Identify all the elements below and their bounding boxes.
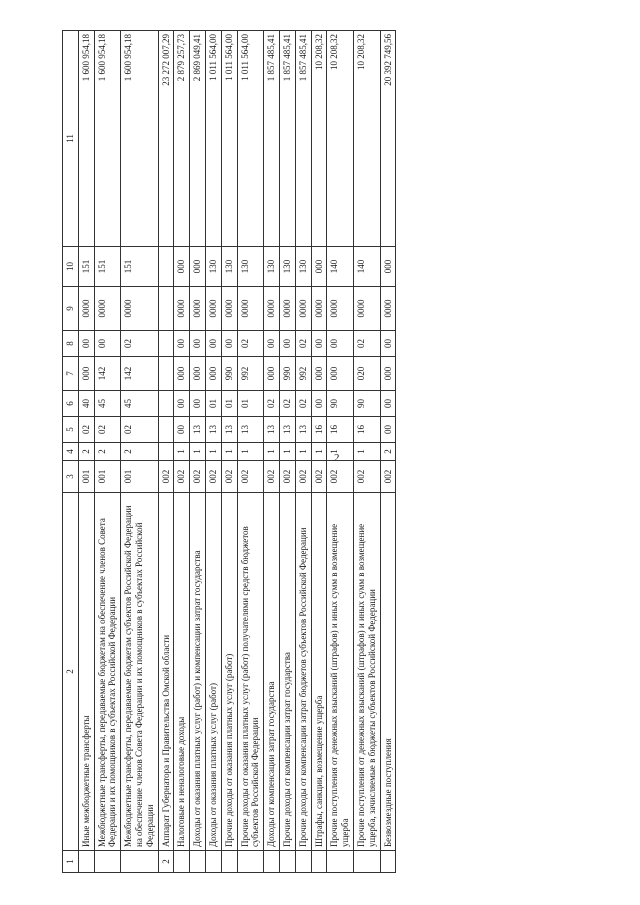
- code-cell: 00: [174, 417, 190, 443]
- code-cell: 00: [311, 331, 327, 357]
- table-row: [174, 31, 190, 873]
- code-cell: 130: [221, 247, 237, 287]
- row-number-cell: [380, 851, 396, 873]
- table-row: [94, 31, 121, 873]
- code-cell: [158, 357, 174, 391]
- code-cell: 02: [237, 331, 264, 357]
- code-cell: 00: [174, 391, 190, 417]
- code-cell: 002: [380, 461, 396, 493]
- code-cell: 02: [353, 331, 380, 357]
- code-cell: 1: [205, 443, 221, 461]
- code-cell: 00: [221, 331, 237, 357]
- table-row: [190, 31, 206, 873]
- amount-cell: 10 208,32: [353, 31, 380, 247]
- code-cell: 000: [311, 247, 327, 287]
- code-cell: 02: [295, 331, 311, 357]
- column-header: 11: [63, 31, 79, 247]
- code-cell: 0000: [237, 287, 264, 331]
- amount-cell: 10 208,32: [327, 31, 354, 247]
- code-cell: 142: [121, 357, 158, 391]
- code-cell: 02: [279, 391, 295, 417]
- table-row: [121, 31, 158, 873]
- table-row: [353, 31, 380, 873]
- code-cell: 13: [295, 417, 311, 443]
- table-row: [279, 31, 295, 873]
- table-row: [295, 31, 311, 873]
- code-cell: 000: [78, 357, 94, 391]
- column-header: 9: [63, 287, 79, 331]
- amount-cell: 1 600 954,18: [78, 31, 94, 247]
- column-header: 1: [63, 851, 79, 873]
- code-cell: 002: [221, 461, 237, 493]
- code-cell: 00: [78, 331, 94, 357]
- code-cell: 13: [221, 417, 237, 443]
- code-cell: 02: [121, 417, 158, 443]
- code-cell: 000: [380, 247, 396, 287]
- code-cell: 992: [237, 357, 264, 391]
- code-cell: 0000: [205, 287, 221, 331]
- page-number: 2: [334, 452, 340, 464]
- code-cell: 130: [279, 247, 295, 287]
- row-name-cell: Межбюджетные трансферты, передаваемые бюджетам субъектов Российской Федерации на обеспечение членов Совета Федерации и их помощников в субъектах Российской Федерации: [121, 493, 158, 851]
- row-number-cell: [121, 851, 158, 873]
- amount-cell: 20 392 749,56: [380, 31, 396, 247]
- code-cell: 90: [353, 391, 380, 417]
- code-cell: 02: [264, 391, 280, 417]
- code-cell: 000: [380, 357, 396, 391]
- code-cell: 0000: [353, 287, 380, 331]
- code-cell: 13: [237, 417, 264, 443]
- amount-cell: 1 857 485,41: [279, 31, 295, 247]
- code-cell: 1: [279, 443, 295, 461]
- code-cell: 2: [94, 443, 121, 461]
- row-name-cell: Межбюджетные трансферты, передаваемые бюджетам на обеспечение членов Совета Федерации и их помощников в субъектах Российской Федерации: [94, 493, 121, 851]
- code-cell: 0000: [327, 287, 354, 331]
- code-cell: 45: [121, 391, 158, 417]
- code-cell: 000: [264, 357, 280, 391]
- table-row: [221, 31, 237, 873]
- code-cell: 0000: [190, 287, 206, 331]
- code-cell: 0000: [264, 287, 280, 331]
- code-cell: 151: [94, 247, 121, 287]
- code-cell: 00: [279, 331, 295, 357]
- column-header: 8: [63, 331, 79, 357]
- revenue-table: [62, 30, 396, 873]
- code-cell: 130: [237, 247, 264, 287]
- code-cell: [158, 287, 174, 331]
- code-cell: 1: [295, 443, 311, 461]
- code-cell: 1: [327, 443, 354, 461]
- table-row: [380, 31, 396, 873]
- row-name-cell: Прочие доходы от компенсации затрат государства: [279, 493, 295, 851]
- row-name-cell: Штрафы, санкции, возмещение ущерба: [311, 493, 327, 851]
- code-cell: 13: [279, 417, 295, 443]
- code-cell: 0000: [78, 287, 94, 331]
- code-cell: 130: [205, 247, 221, 287]
- amount-cell: 2 869 049,41: [190, 31, 206, 247]
- amount-cell: 23 272 007,29: [158, 31, 174, 247]
- header-row: [63, 31, 79, 873]
- code-cell: 001: [78, 461, 94, 493]
- code-cell: 142: [94, 357, 121, 391]
- row-number-cell: [190, 851, 206, 873]
- row-number-cell: [78, 851, 94, 873]
- amount-cell: 1 600 954,18: [94, 31, 121, 247]
- amount-cell: 2 879 257,73: [174, 31, 190, 247]
- code-cell: 40: [78, 391, 94, 417]
- row-name-cell: Аппарат Губернатора и Правительства Омской области: [158, 493, 174, 851]
- table-row: [205, 31, 221, 873]
- code-cell: 002: [190, 461, 206, 493]
- rotated-page: [62, 31, 612, 873]
- code-cell: 002: [158, 461, 174, 493]
- code-cell: 000: [205, 357, 221, 391]
- code-cell: 02: [78, 417, 94, 443]
- code-cell: 992: [295, 357, 311, 391]
- code-cell: 002: [205, 461, 221, 493]
- row-name-cell: Доходы от оказания платных услуг (работ): [205, 493, 221, 851]
- amount-cell: 1 011 564,00: [221, 31, 237, 247]
- code-cell: 1: [353, 443, 380, 461]
- code-cell: 000: [327, 357, 354, 391]
- code-cell: 002: [264, 461, 280, 493]
- row-name-cell: Прочие поступления от денежных взысканий (штрафов) и иных сумм в возмещение ущерба, зачисляемые в бюджеты субъектов Российской Федерации: [353, 493, 380, 851]
- code-cell: 00: [190, 391, 206, 417]
- code-cell: 01: [205, 391, 221, 417]
- code-cell: 00: [94, 331, 121, 357]
- row-number-cell: 2: [158, 851, 174, 873]
- row-number-cell: [174, 851, 190, 873]
- code-cell: 02: [295, 391, 311, 417]
- code-cell: [158, 391, 174, 417]
- row-name-cell: Прочие доходы от оказания платных услуг (работ): [221, 493, 237, 851]
- row-number-cell: [311, 851, 327, 873]
- code-cell: 1: [311, 443, 327, 461]
- code-cell: 000: [190, 247, 206, 287]
- code-cell: 00: [380, 417, 396, 443]
- code-cell: 000: [311, 357, 327, 391]
- row-number-cell: [205, 851, 221, 873]
- code-cell: 0000: [221, 287, 237, 331]
- code-cell: 001: [94, 461, 121, 493]
- code-cell: 2: [380, 443, 396, 461]
- column-header: 4: [63, 443, 79, 461]
- row-name-cell: Прочие поступления от денежных взысканий (штрафов) и иных сумм в возмещение ущерба: [327, 493, 354, 851]
- code-cell: 0000: [121, 287, 158, 331]
- code-cell: 001: [121, 461, 158, 493]
- row-number-cell: [94, 851, 121, 873]
- code-cell: 1: [174, 443, 190, 461]
- row-number-cell: [221, 851, 237, 873]
- table-row: [78, 31, 94, 873]
- row-name-cell: Прочие доходы от компенсации затрат бюджетов субъектов Российской Федерации: [295, 493, 311, 851]
- code-cell: 002: [174, 461, 190, 493]
- code-cell: 13: [264, 417, 280, 443]
- column-header: 10: [63, 247, 79, 287]
- code-cell: 002: [295, 461, 311, 493]
- code-cell: 0000: [311, 287, 327, 331]
- table-row: [327, 31, 354, 873]
- code-cell: 16: [327, 417, 354, 443]
- table-row: [158, 31, 174, 873]
- code-cell: 000: [190, 357, 206, 391]
- code-cell: 45: [94, 391, 121, 417]
- row-name-cell: Иные межбюджетные трансферты: [78, 493, 94, 851]
- code-cell: 01: [221, 391, 237, 417]
- code-cell: 002: [311, 461, 327, 493]
- code-cell: [158, 331, 174, 357]
- code-cell: 151: [121, 247, 158, 287]
- row-number-cell: [237, 851, 264, 873]
- code-cell: 00: [190, 331, 206, 357]
- code-cell: 1: [237, 443, 264, 461]
- code-cell: 00: [327, 331, 354, 357]
- code-cell: 990: [221, 357, 237, 391]
- row-name-cell: Доходы от оказания платных услуг (работ) и компенсации затрат государства: [190, 493, 206, 851]
- code-cell: 0000: [295, 287, 311, 331]
- code-cell: 00: [380, 391, 396, 417]
- column-header: 2: [63, 493, 79, 851]
- row-number-cell: [327, 851, 354, 873]
- code-cell: 130: [264, 247, 280, 287]
- code-cell: 000: [174, 247, 190, 287]
- code-cell: 16: [353, 417, 380, 443]
- code-cell: 00: [205, 331, 221, 357]
- row-name-cell: Прочие доходы от оказания платных услуг (работ) получателями средств бюджетов субъектов Российской Федерации: [237, 493, 264, 851]
- column-header: 5: [63, 417, 79, 443]
- code-cell: [158, 443, 174, 461]
- column-header: 3: [63, 461, 79, 493]
- code-cell: 0000: [279, 287, 295, 331]
- code-cell: 2: [78, 443, 94, 461]
- code-cell: 002: [327, 461, 354, 493]
- code-cell: [158, 247, 174, 287]
- code-cell: 0000: [380, 287, 396, 331]
- amount-cell: 1 857 485,41: [295, 31, 311, 247]
- row-number-cell: [264, 851, 280, 873]
- code-cell: 140: [327, 247, 354, 287]
- amount-cell: 1 600 954,18: [121, 31, 158, 247]
- code-cell: 990: [279, 357, 295, 391]
- row-number-cell: [295, 851, 311, 873]
- code-cell: 0000: [174, 287, 190, 331]
- code-cell: 00: [311, 391, 327, 417]
- table-row: [311, 31, 327, 873]
- table-row: [237, 31, 264, 873]
- code-cell: 002: [353, 461, 380, 493]
- table-row: [264, 31, 280, 873]
- code-cell: 130: [295, 247, 311, 287]
- column-header: 6: [63, 391, 79, 417]
- code-cell: 13: [190, 417, 206, 443]
- amount-cell: 1 011 564,00: [205, 31, 221, 247]
- row-number-cell: [279, 851, 295, 873]
- code-cell: 00: [380, 331, 396, 357]
- row-name-cell: Налоговые и неналоговые доходы: [174, 493, 190, 851]
- code-cell: 00: [174, 331, 190, 357]
- code-cell: 02: [121, 331, 158, 357]
- column-header: 7: [63, 357, 79, 391]
- code-cell: 0000: [94, 287, 121, 331]
- code-cell: 002: [237, 461, 264, 493]
- code-cell: 020: [353, 357, 380, 391]
- code-cell: 1: [221, 443, 237, 461]
- code-cell: 151: [78, 247, 94, 287]
- code-cell: 01: [237, 391, 264, 417]
- row-number-cell: [353, 851, 380, 873]
- code-cell: 90: [327, 391, 354, 417]
- code-cell: 140: [353, 247, 380, 287]
- code-cell: 1: [190, 443, 206, 461]
- code-cell: 000: [174, 357, 190, 391]
- row-name-cell: Безвозмездные поступления: [380, 493, 396, 851]
- code-cell: 02: [94, 417, 121, 443]
- code-cell: 00: [264, 331, 280, 357]
- code-cell: 002: [279, 461, 295, 493]
- amount-cell: 10 208,32: [311, 31, 327, 247]
- code-cell: 2: [121, 443, 158, 461]
- code-cell: 1: [264, 443, 280, 461]
- code-cell: 13: [205, 417, 221, 443]
- code-cell: [158, 417, 174, 443]
- code-cell: 16: [311, 417, 327, 443]
- row-name-cell: Доходы от компенсации затрат государства: [264, 493, 280, 851]
- amount-cell: 1 857 485,41: [264, 31, 280, 247]
- amount-cell: 1 011 564,00: [237, 31, 264, 247]
